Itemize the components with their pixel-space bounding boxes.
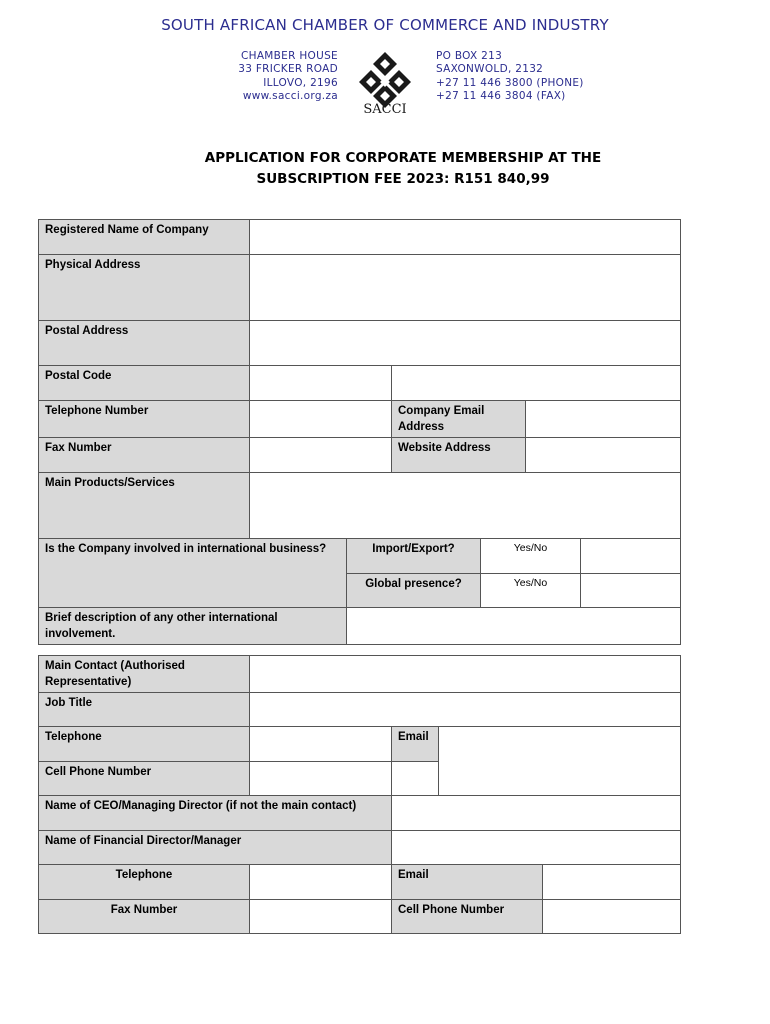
logo-text: SACCI: [363, 102, 407, 117]
postal-code-label: Postal Code: [39, 366, 250, 401]
global-presence-label: Global presence?: [347, 574, 481, 608]
fd-fax-field[interactable]: [250, 900, 392, 934]
form-title: [100, 148, 706, 190]
fd-fax-label: Fax Number: [39, 900, 250, 934]
cell-phone-field[interactable]: [250, 762, 392, 796]
postal-code-extra-field[interactable]: [392, 366, 681, 401]
fd-cell-field[interactable]: [543, 900, 681, 934]
telephone-number-field[interactable]: [250, 401, 392, 438]
main-products-field[interactable]: [250, 473, 681, 539]
address-right: [436, 50, 584, 104]
telephone-number-label: Telephone Number: [39, 401, 250, 438]
postal-address-field[interactable]: [250, 321, 681, 366]
registered-name-field[interactable]: [250, 220, 681, 255]
cell-phone-gap: [392, 762, 439, 796]
brief-description-label: Brief description of any other international involvement.: [39, 608, 347, 645]
website-link[interactable]: www.sacci.org.za: [242, 90, 338, 103]
title-line-2: SUBSCRIPTION FEE 2023: R151 840,99: [256, 171, 550, 187]
postal-code-field[interactable]: [250, 366, 392, 401]
fax-line: +27 11 446 3804 (FAX): [436, 90, 566, 103]
company-email-label: Company Email Address: [392, 401, 526, 438]
title-line-1: APPLICATION FOR CORPORATE MEMBERSHIP AT THE: [204, 150, 602, 166]
ceo-name-label: Name of CEO/Managing Director (if not the main contact): [39, 796, 392, 831]
main-products-label: Main Products/Services: [39, 473, 250, 539]
fax-number-label: Fax Number: [39, 438, 250, 473]
main-contact-field[interactable]: [250, 656, 681, 693]
import-export-label: Import/Export?: [347, 539, 481, 574]
website-address-label: Website Address: [392, 438, 526, 473]
job-title-field[interactable]: [250, 693, 681, 727]
address-left: [238, 50, 338, 104]
fd-name-field[interactable]: [392, 831, 681, 865]
physical-address-field[interactable]: [250, 255, 681, 321]
address-line: 33 FRICKER ROAD: [238, 63, 338, 76]
org-name: SOUTH AFRICAN CHAMBER OF COMMERCE AND INDUSTRY: [161, 16, 609, 34]
physical-address-label: Physical Address: [39, 255, 250, 321]
telephone-label: Telephone: [39, 727, 250, 762]
contact-details-table: [38, 655, 681, 934]
import-export-yes-no[interactable]: Yes/No: [481, 539, 581, 574]
main-contact-label: Main Contact (Authorised Representative): [39, 656, 250, 693]
international-business-label: Is the Company involved in international business?: [39, 539, 347, 608]
cell-phone-label: Cell Phone Number: [39, 762, 250, 796]
ceo-name-field[interactable]: [392, 796, 681, 831]
fd-email-label: Email: [392, 865, 543, 900]
email-label: Email: [392, 727, 439, 762]
fd-cell-label: Cell Phone Number: [392, 900, 543, 934]
website-address-field[interactable]: [526, 438, 681, 473]
address-line: SAXONWOLD, 2132: [436, 63, 544, 76]
fd-telephone-label: Telephone: [39, 865, 250, 900]
address-line: ILLOVO, 2196: [263, 76, 338, 89]
brief-description-field[interactable]: [347, 608, 681, 645]
address-line: CHAMBER HOUSE: [241, 50, 338, 62]
job-title-label: Job Title: [39, 693, 250, 727]
postal-address-label: Postal Address: [39, 321, 250, 366]
fd-name-label: Name of Financial Director/Manager: [39, 831, 392, 865]
fd-email-field[interactable]: [543, 865, 681, 900]
email-field[interactable]: [439, 727, 681, 796]
company-details-table: [38, 219, 681, 645]
fax-number-field[interactable]: [250, 438, 392, 473]
telephone-field[interactable]: [250, 727, 392, 762]
global-presence-yes-no[interactable]: Yes/No: [481, 574, 581, 608]
phone-line: +27 11 446 3800 (PHONE): [436, 76, 584, 89]
company-email-field[interactable]: [526, 401, 681, 438]
global-presence-field[interactable]: [581, 574, 681, 608]
address-line: PO BOX 213: [436, 50, 503, 62]
sacci-logo: [357, 50, 413, 120]
import-export-field[interactable]: [581, 539, 681, 574]
registered-name-label: Registered Name of Company: [39, 220, 250, 255]
fd-telephone-field[interactable]: [250, 865, 392, 900]
